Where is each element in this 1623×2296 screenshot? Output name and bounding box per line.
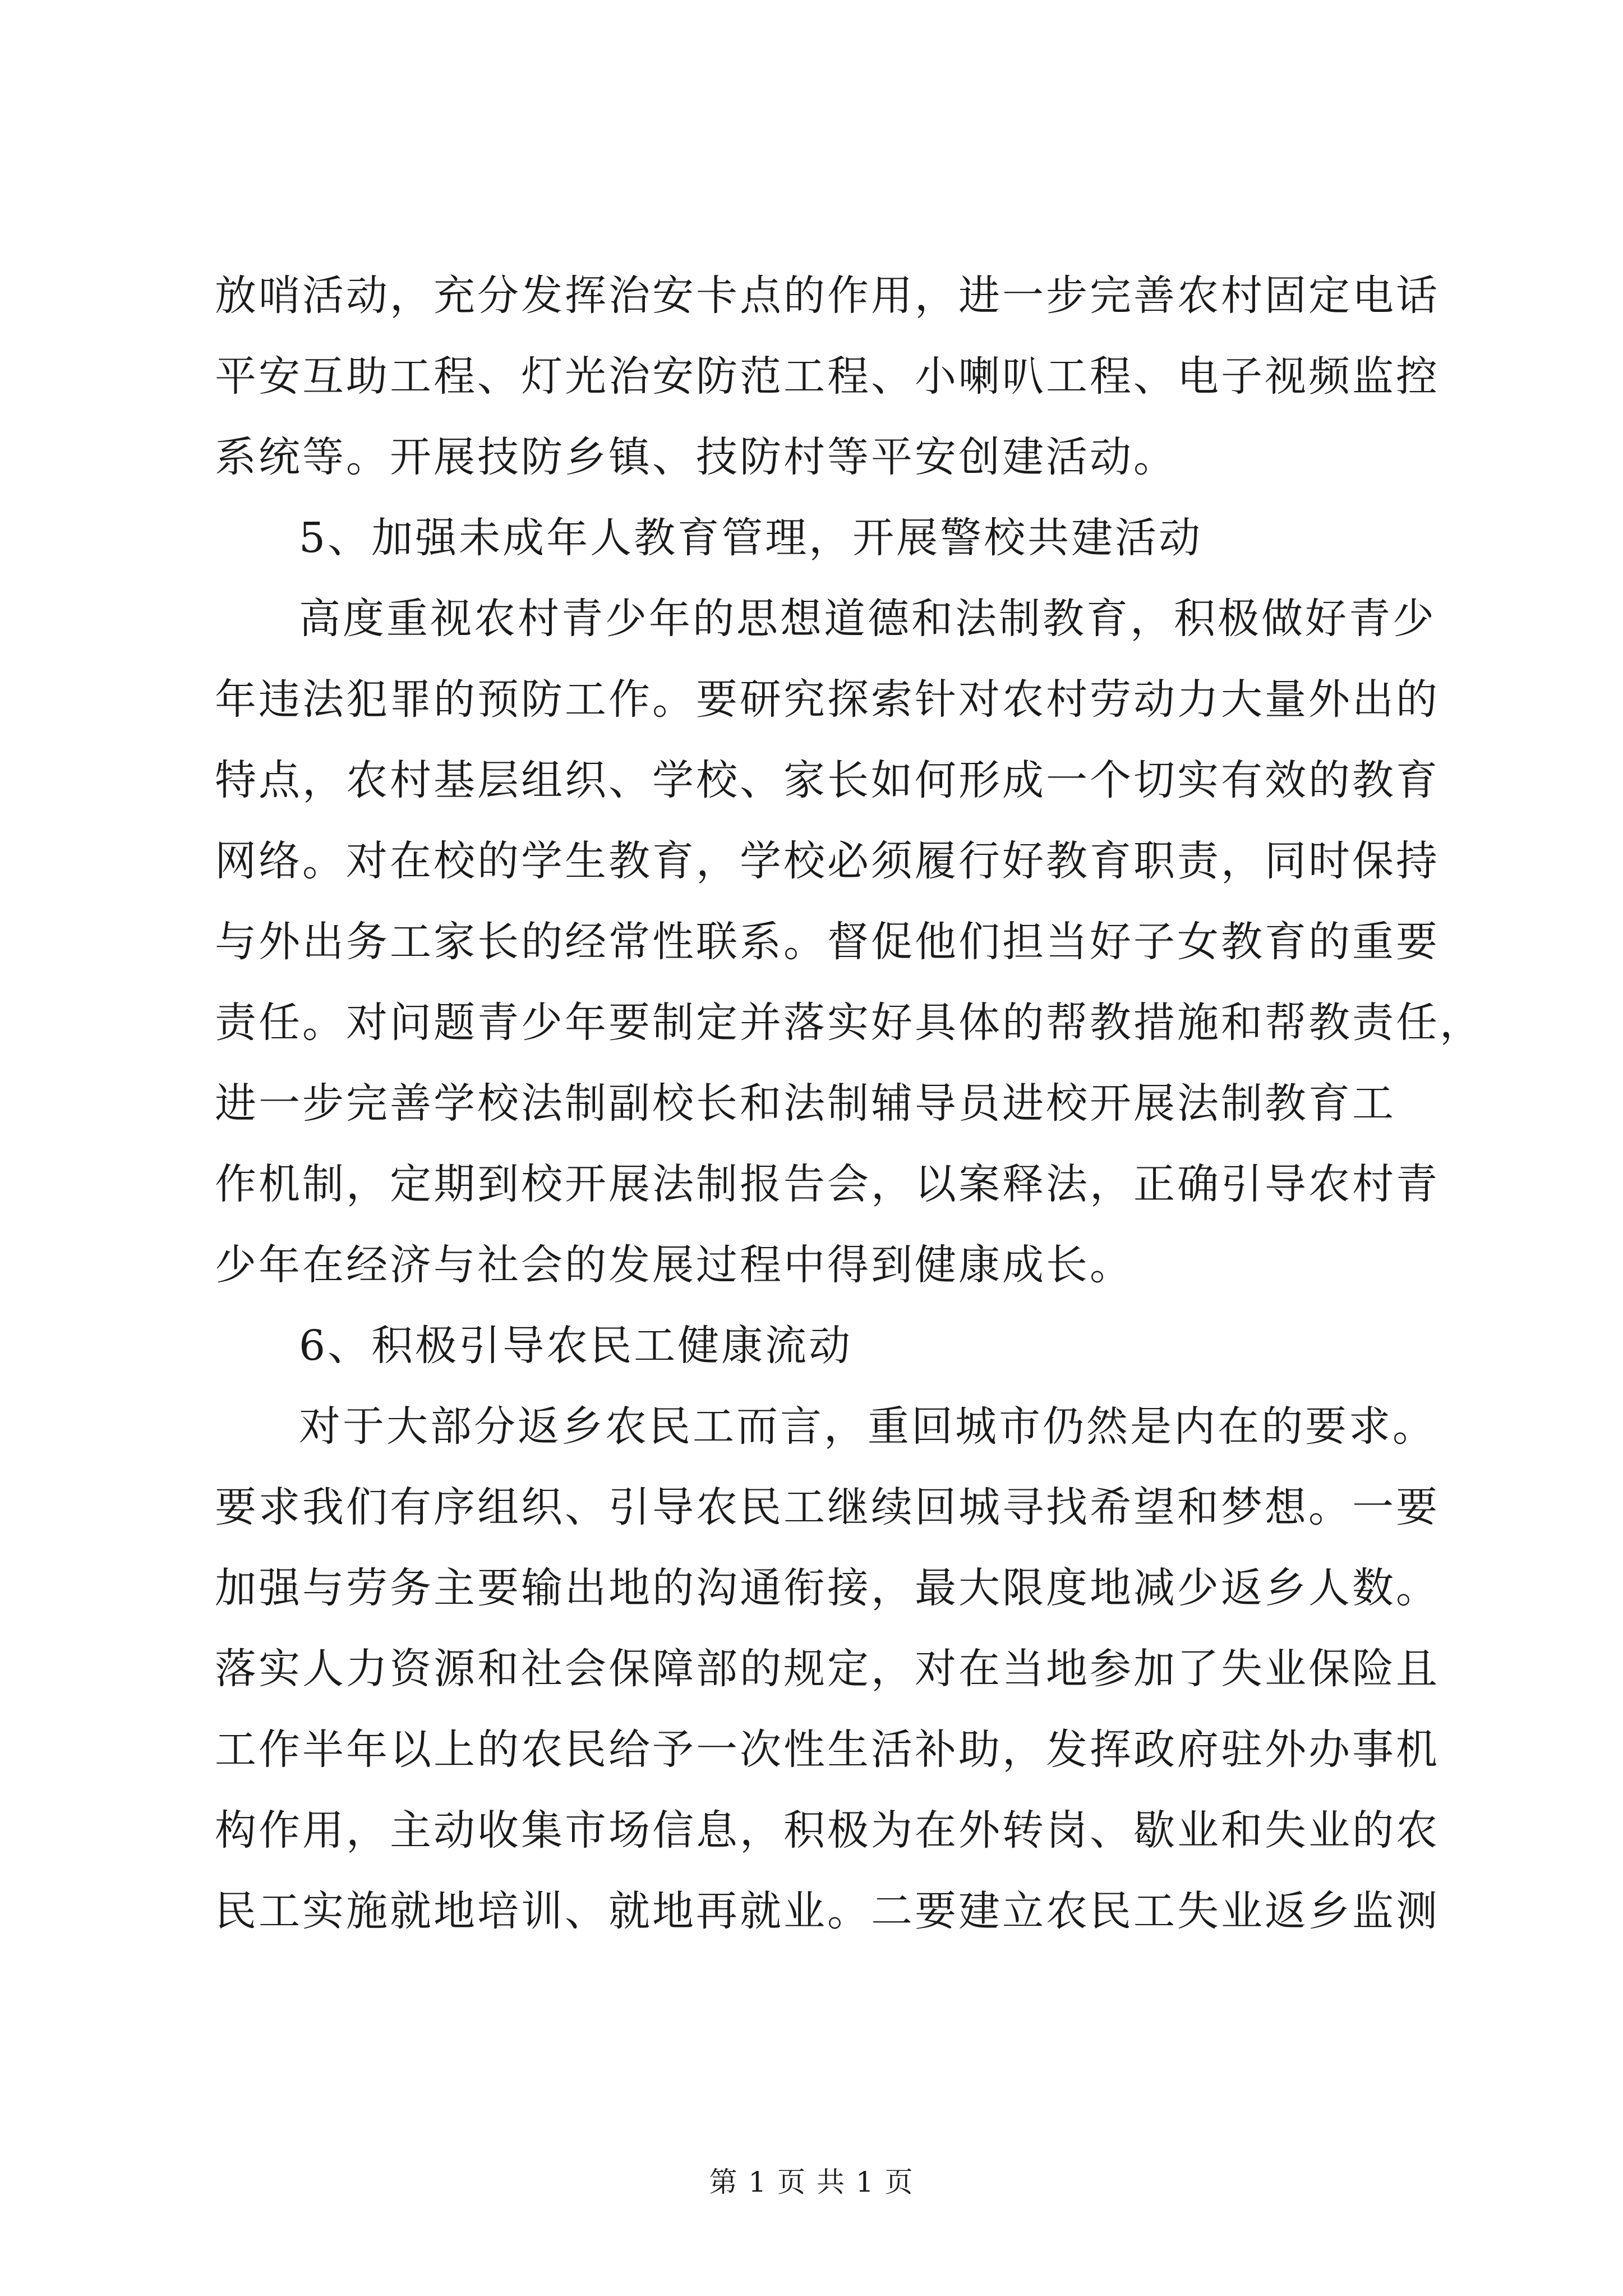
text-line: 特点，农村基层组织、学校、家长如何形成一个切实有效的教育 — [215, 756, 1440, 804]
text-line: 平安互助工程、灯光治安防范工程、小喇叭工程、电子视频监控 — [215, 352, 1440, 401]
text-line: 对于大部分返乡农民工而言，重回城市仍然是内在的要求。 — [299, 1402, 1436, 1451]
text-line: 系统等。开展技防乡镇、技防村等平安创建活动。 — [215, 433, 1177, 481]
text-line: 少年在经济与社会的发展过程中得到健康成长。 — [215, 1241, 1133, 1289]
text-line: 民工实施就地培训、就地再就业。二要建立农民工失业返乡监测 — [215, 1887, 1440, 1935]
text-line: 责任。对问题青少年要制定并落实好具体的帮教措施和帮教责任， — [215, 999, 1483, 1047]
text-line: 加强与劳务主要输出地的沟通衔接，最大限度地减少返乡人数。 — [215, 1564, 1440, 1612]
text-line: 与外出务工家长的经常性联系。督促他们担当好子女教育的重要 — [215, 918, 1440, 966]
text-line: 放哨活动，充分发挥治安卡点的作用，进一步完善农村固定电话 — [215, 272, 1440, 320]
text-line: 作机制，定期到校开展法制报告会，以案释法，正确引导农村青 — [215, 1160, 1440, 1208]
text-line: 进一步完善学校法制副校长和法制辅导员进校开展法制教育工 — [215, 1079, 1396, 1128]
text-line: 5、加强未成年人教育管理，开展警校共建活动 — [299, 514, 1203, 562]
text-line: 要求我们有序组织、引导农民工继续回城寻找希望和梦想。一要 — [215, 1483, 1440, 1531]
text-line: 落实人力资源和社会保障部的规定，对在当地参加了失业保险且 — [215, 1645, 1440, 1693]
text-line: 网络。对在校的学生教育，学校必须履行好教育职责，同时保持 — [215, 837, 1440, 885]
page-footer: 第 1 页 共 1 页 — [709, 2166, 914, 2198]
text-line: 年违法犯罪的预防工作。要研究探索针对农村劳动力大量外出的 — [215, 675, 1440, 724]
text-line: 构作用，主动收集市场信息，积极为在外转岗、歇业和失业的农 — [215, 1806, 1440, 1855]
text-line: 6、积极引导农民工健康流动 — [299, 1322, 853, 1370]
text-line: 高度重视农村青少年的思想道德和法制教育，积极做好青少 — [299, 595, 1436, 643]
document-body — [215, 255, 1483, 1952]
text-line: 工作半年以上的农民给予一次性生活补助，发挥政府驻外办事机 — [215, 1726, 1440, 1774]
